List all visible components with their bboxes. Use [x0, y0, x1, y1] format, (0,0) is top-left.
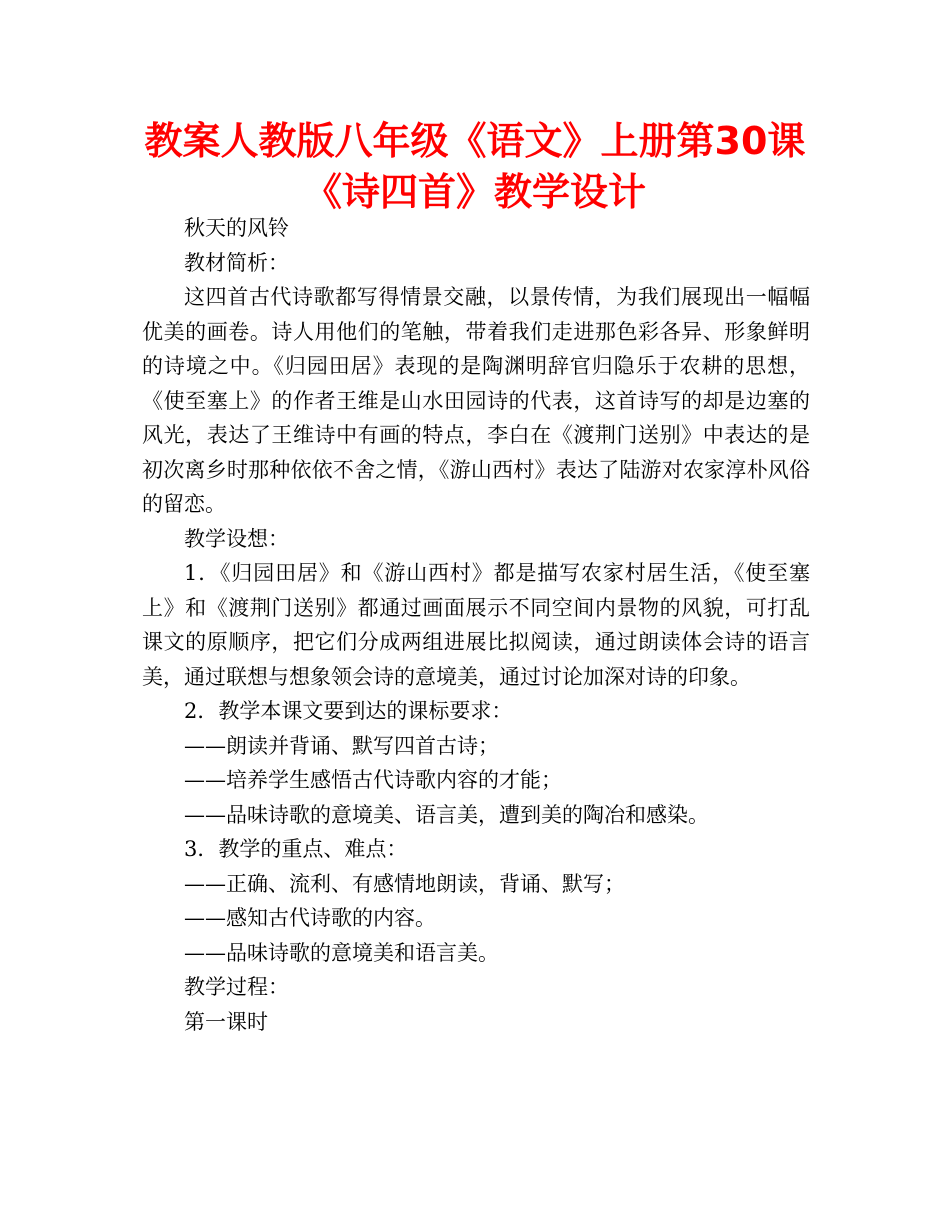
key-point-item: ——正确、流利、有感情地朗读，背诵、默写；	[184, 871, 625, 896]
requirement-item: ——品味诗歌的意境美、语言美，遭到美的陶冶和感染。	[184, 802, 709, 827]
lesson-heading: 第一课时	[184, 1009, 268, 1034]
requirement-item: ——朗读并背诵、默写四首古诗；	[184, 733, 499, 758]
section-heading-process: 教学过程：	[184, 975, 289, 999]
design-point-1: 1．《归园田居》和《游山西村》都是描写农家村居生活，《使至塞上》和《渡荆门送别》都通过画面展示不同空间内景物的风貌，可打乱课文的原顺序，把它们分成两组进展比拟阅读，通过朗读体会诗的语言美，通过联想与想象领会诗的意境美，通过讨论加深对诗的印象。	[142, 561, 810, 689]
key-point-item: ——感知古代诗歌的内容。	[184, 906, 436, 930]
design-point-3: 3．教学的重点、难点：	[184, 837, 408, 861]
title-line-1: 教案人教版八年级《语文》上册第30课	[144, 119, 806, 163]
title-line-2: 《诗四首》教学设计	[303, 170, 646, 214]
section-heading-design: 教学设想：	[184, 526, 289, 551]
analysis-paragraph: 这四首古代诗歌都写得情景交融，以景传情，为我们展现出一幅幅优美的画卷。诗人用他们的笔触，带着我们走进那色彩各异、形象鲜明的诗境之中。《归园田居》表现的是陶渊明辞官归隐乐于农耕的思想，《使至塞上》的作者王维是山水田园诗的代表，这首诗写的却是边塞的风光，表达了王维诗中有画的特点，李白在《渡荆门送别》中表达的是初次离乡时那种依依不舍之情，《游山西村》表达了陆游对农家淳朴风俗的留恋。	[142, 285, 810, 516]
key-point-item: ——品味诗歌的意境美和语言美。	[184, 940, 499, 965]
document-title	[100, 116, 850, 218]
requirement-item: ——培养学生感悟古代诗歌内容的才能；	[184, 768, 562, 792]
document-body	[142, 211, 810, 1039]
author-line: 秋天的风铃	[184, 216, 289, 240]
design-point-2: 2．教学本课文要到达的课标要求：	[184, 699, 513, 723]
section-heading-analysis: 教材简析：	[184, 250, 289, 275]
